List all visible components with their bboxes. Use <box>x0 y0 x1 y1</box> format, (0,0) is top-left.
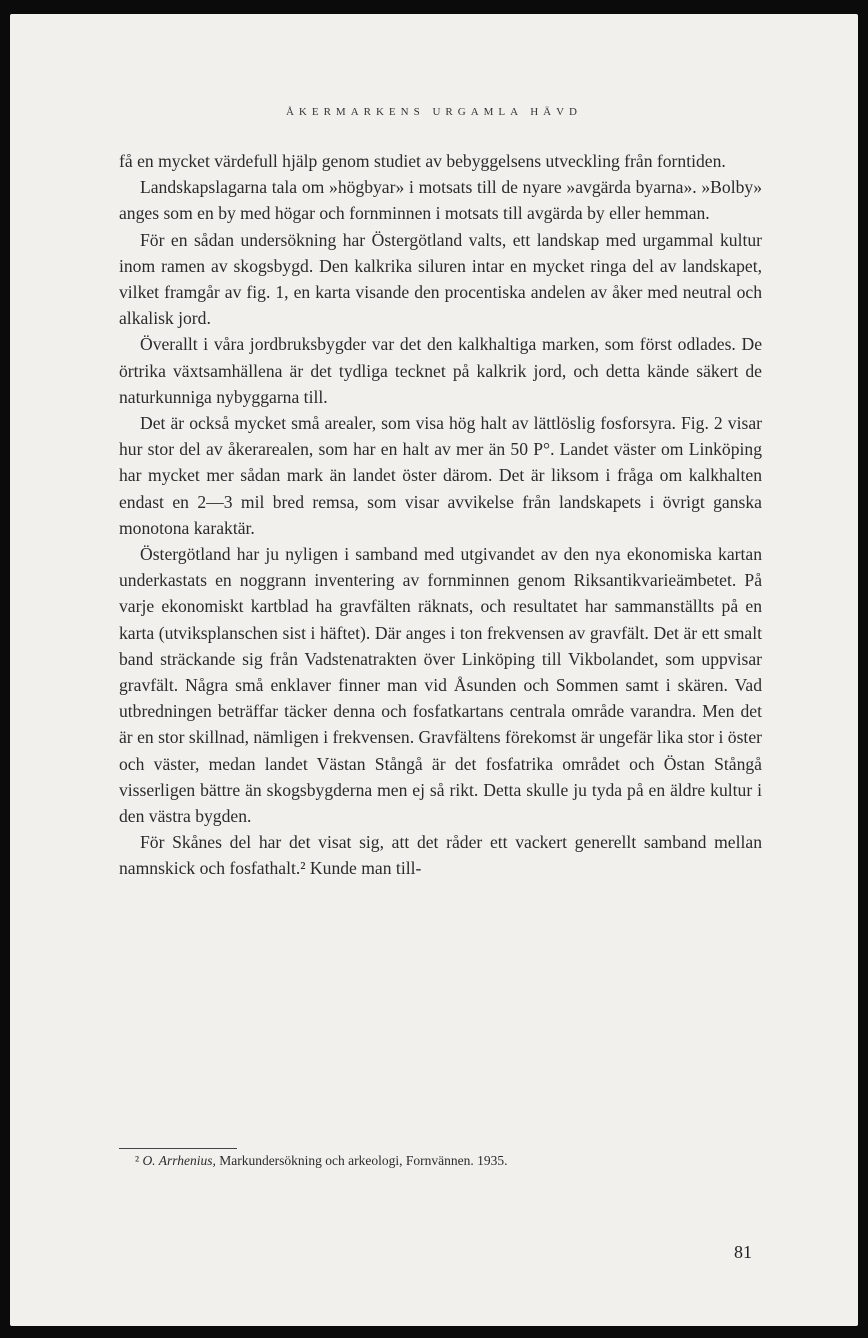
paragraph-1: få en mycket värdefull hjälp genom studiet av bebyggelsens utveckling från forntiden. <box>119 151 726 171</box>
paragraph-4: Överallt i våra jordbruksbygder var det den kalkhaltiga marken, som först odlades. De örtrika växtsamhällena är det tydliga tecknet på kalkrik jord, och detta kände säkert de naturkunniga nybyggarna till. <box>119 334 762 407</box>
footnote-rule <box>119 1148 237 1149</box>
footnote <box>135 1152 762 1170</box>
paragraph-5: Det är också mycket små arealer, som visa hög halt av lättlöslig fosforsyra. Fig. 2 visar hur stor del av åkerarealen, som har en halt av mer än 50 P°. Landet väster om Linköping har mycket mer sådan mark än landet öster därom. Det är liksom i fråga om kalkhalten endast en 2—3 mil bred remsa, som visar avvikelse från landskapets i övrigt ganska monotona karaktär. <box>119 413 762 538</box>
paragraph-6: Östergötland har ju nyligen i samband med utgivandet av den nya ekonomiska kartan underkastats en noggrann inventering av fornminnen genom Riksantikvarieämbetet. På varje ekonomiskt kartblad ha gravfälten räknats, och resultatet har sammanställts på en karta (utviksplanschen sist i häftet). Där anges i ton frekvensen av gravfält. Det är ett smalt band sträckande sig från Vadstenatrakten över Linköping till Vikbolandet, som uppvisar gravfält. Några små enklaver finner man vid Åsunden och Sommen samt i skären. Vad utbredningen beträffar täcker denna och fosfatkartans centrala område varandra. Men det är en stor skillnad, nämligen i frekvensen. Gravfältens förekomst är ungefär lika stor i öster och väster, medan landet Västan Stångå är det fosfatrika området och Östan Stångå visserligen bättre än skogsbygderna men ej så rikt. Detta skulle ju tyda på en äldre kultur i den västra bygden. <box>119 544 762 827</box>
book-page <box>10 14 858 1326</box>
page-number: 81 <box>734 1242 752 1262</box>
paragraph-3: För en sådan undersökning har Östergötland valts, ett landskap med urgammal kultur inom ramen av skogsbygd. Den kalkrika siluren intar en mycket ringa del av landskapet, vilket framgår av fig. 1, en karta visande den procentiska andelen av åker med neutral och alkalisk jord. <box>119 229 762 329</box>
footnote-author: O. Arrhenius, <box>142 1153 216 1168</box>
running-head: ÅKERMARKENS URGAMLA HÄVD <box>285 106 582 118</box>
paragraph-7: För Skånes del har det visat sig, att det råder ett vackert generellt samband mellan namnskick och fosfathalt.² Kunde man till- <box>119 832 762 879</box>
body-text <box>119 148 762 882</box>
footnote-text: Markundersökning och arkeologi, Fornvännen. 1935. <box>219 1153 508 1168</box>
footnote-marker: ² <box>135 1153 140 1168</box>
paragraph-2: Landskapslagarna tala om »högbyar» i motsats till de nyare »avgärda byarna». »Bolby» anges som en by med högar och fornminnen i motsats till avgärda by eller hemman. <box>119 177 762 224</box>
